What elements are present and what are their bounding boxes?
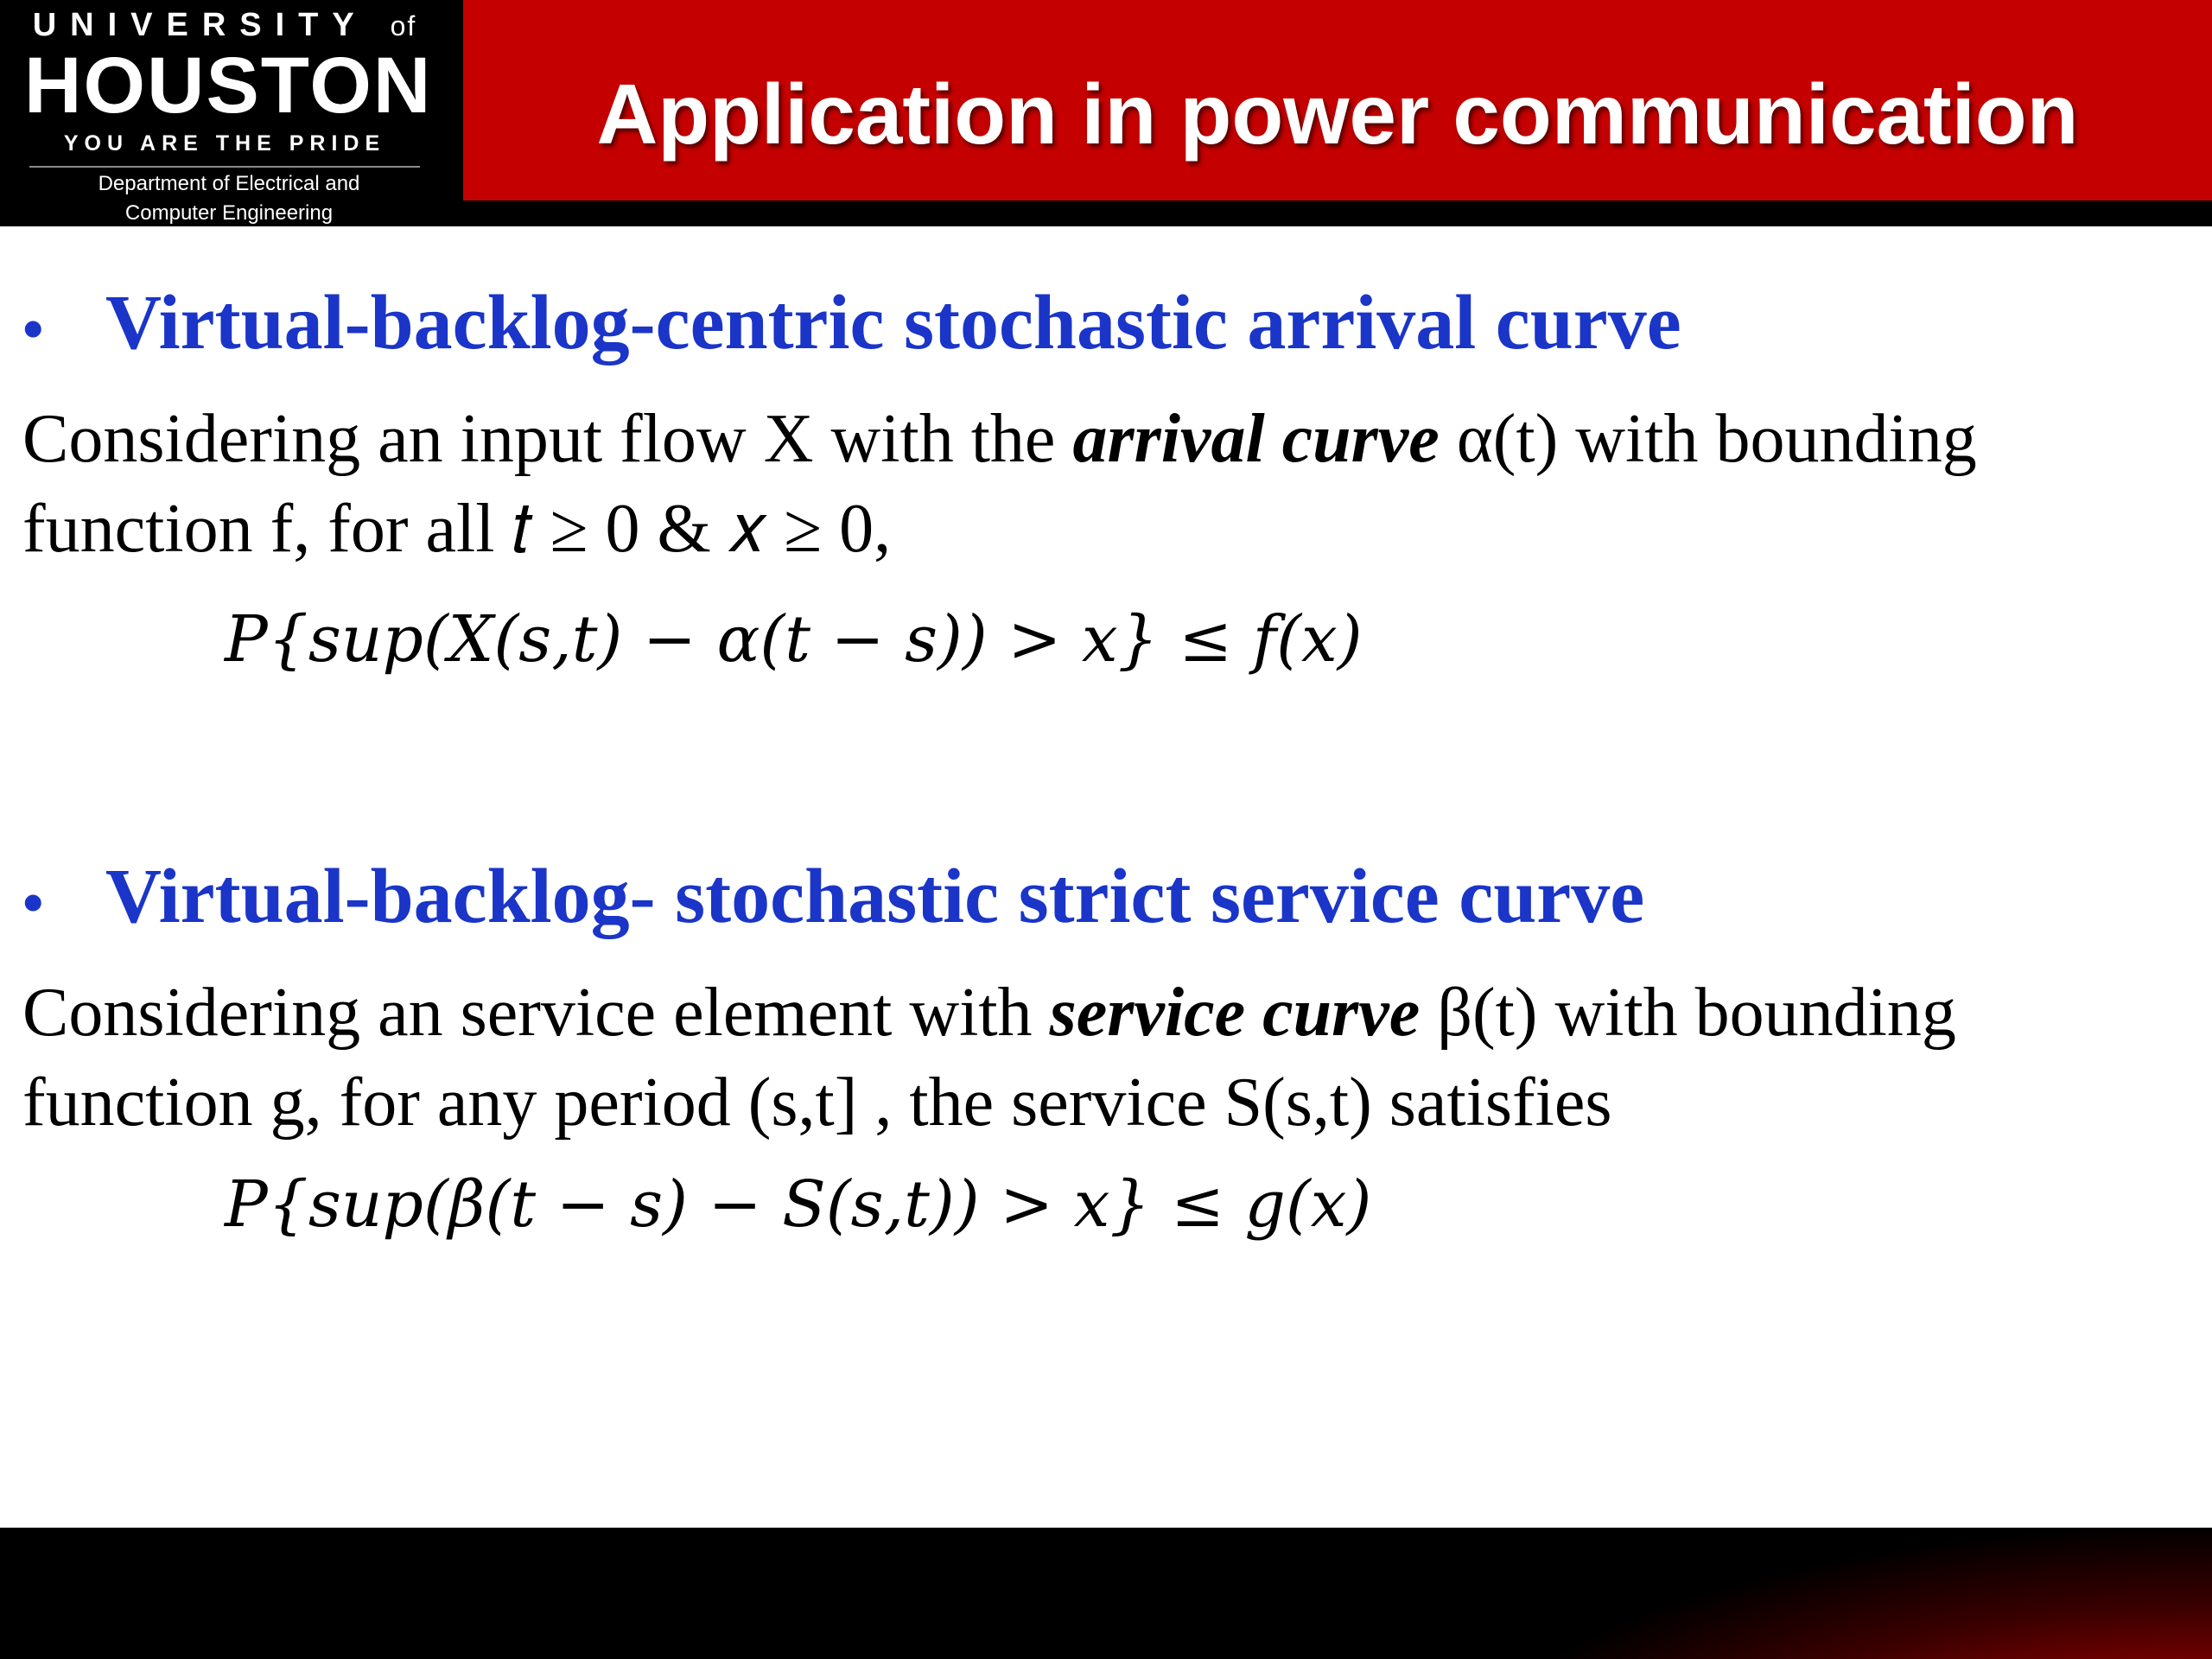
bullet-icon: • xyxy=(22,870,44,938)
logo-department xyxy=(26,169,432,228)
title-bar xyxy=(463,0,2212,200)
service-curve-formula: P{sup(β(t − s) − S(s,t)) > x} ≤ g(x) xyxy=(225,1167,1372,1242)
logo-department-line1: Department of Electrical and xyxy=(98,172,360,195)
emphasis-term: arrival curve xyxy=(1072,401,1440,477)
logo-tagline: YOU ARE THE PRIDE xyxy=(63,131,386,156)
bullet-icon: • xyxy=(22,296,44,364)
section-paragraph-service xyxy=(22,968,2183,1147)
section-heading-text: Virtual-backlog- stochastic strict service curve xyxy=(105,854,1645,939)
logo-of-text: of xyxy=(390,10,417,41)
section-heading-arrival xyxy=(22,276,2183,377)
university-logo xyxy=(0,0,458,226)
paragraph-line: Considering an service element with service curve β(t) with bounding xyxy=(22,975,1956,1051)
footer-band xyxy=(0,1528,2212,1659)
slide-header xyxy=(0,0,2212,226)
logo-houston-text: HOUSTON xyxy=(24,41,433,130)
slide-title: Application in power communication xyxy=(596,67,2079,162)
section-paragraph-arrival xyxy=(22,394,2183,574)
arrival-curve-formula: P{sup(X(s,t) − α(t − s)) > x} ≤ f(x) xyxy=(225,602,1363,677)
emphasis-term: service curve xyxy=(1049,975,1421,1051)
logo-department-line2: Computer Engineering xyxy=(124,201,334,225)
paragraph-line: function g, for any period (s,t] , the service S(s,t) satisfies xyxy=(22,1065,1612,1141)
logo-university-text: UNIVERSITY of xyxy=(32,7,417,43)
section-heading-text: Virtual-backlog-centric stochastic arrival curve xyxy=(105,280,1681,365)
paragraph-line: Considering an input flow X with the arrival curve α(t) with bounding xyxy=(22,401,1977,477)
paragraph-line: function f, for all 𝑡 ≥ 0 & 𝑥 ≥ 0, xyxy=(22,491,892,567)
logo-divider xyxy=(29,166,420,168)
section-heading-service xyxy=(22,850,2183,950)
